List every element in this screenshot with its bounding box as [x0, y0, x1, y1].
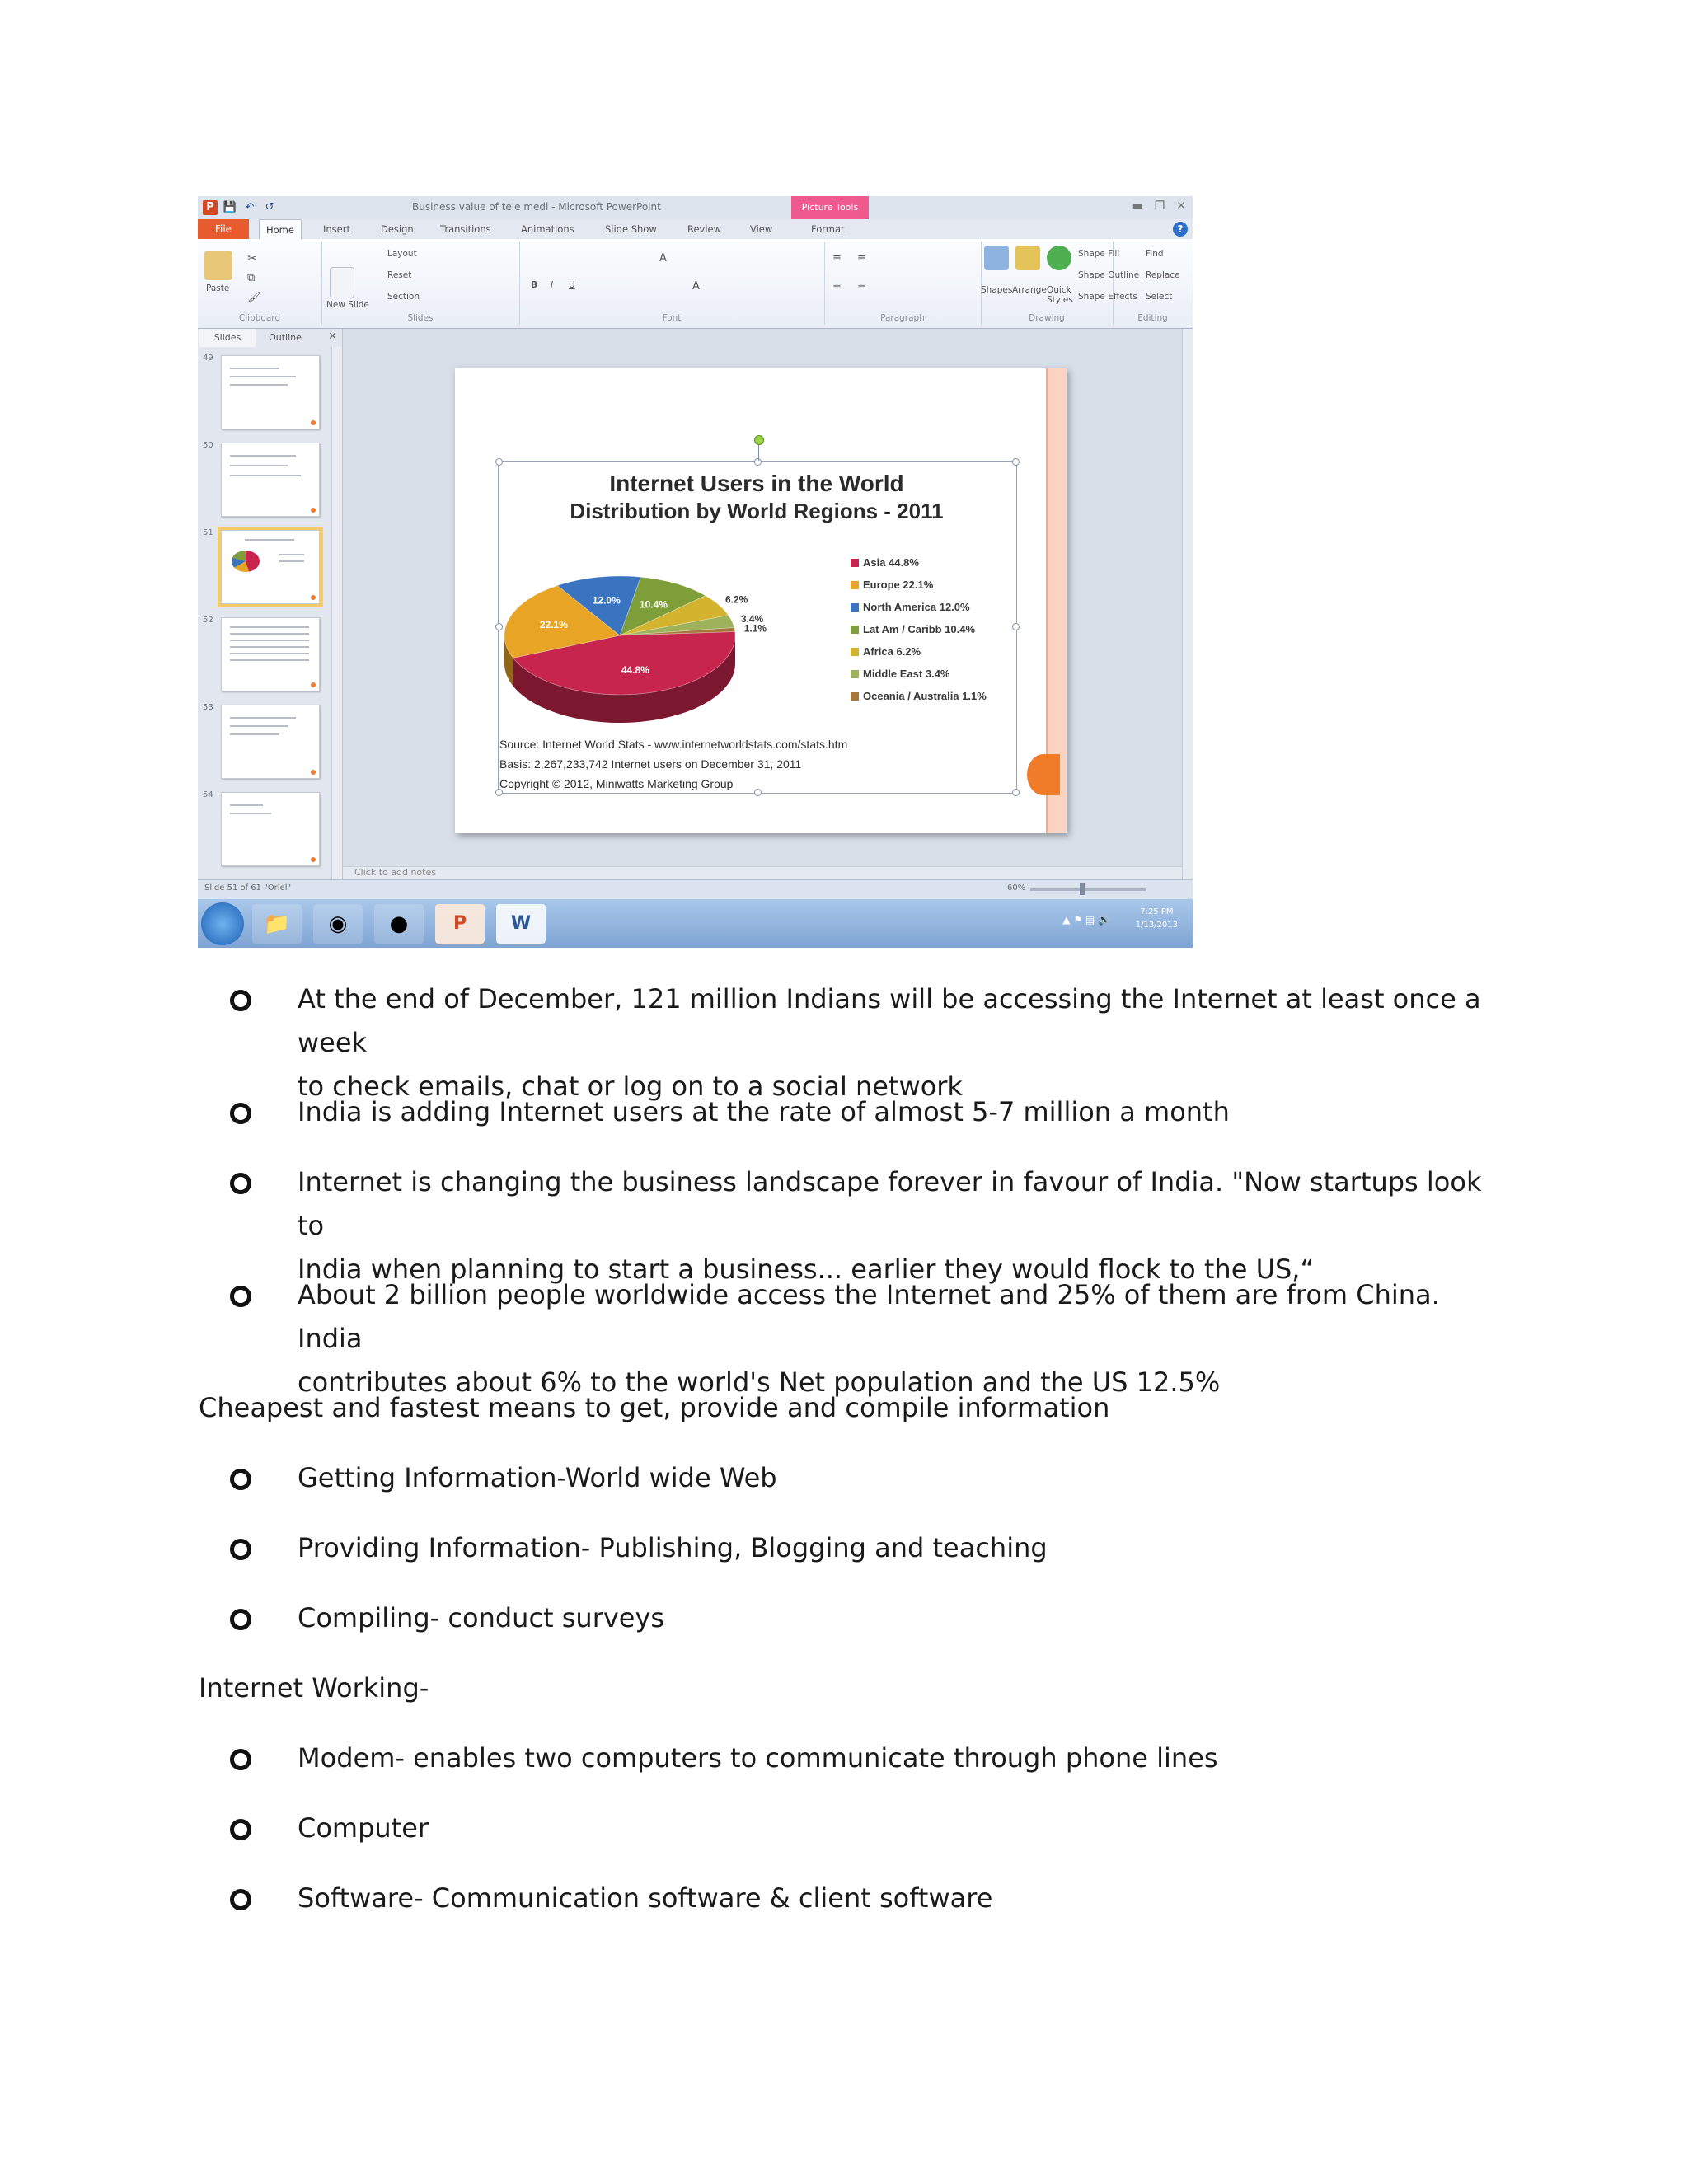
pie-data-label: 10.4%	[639, 598, 668, 611]
legend-swatch	[851, 603, 859, 612]
circle-bullet-icon	[230, 1173, 251, 1194]
tab-home[interactable]: Home	[259, 219, 302, 240]
section-button[interactable]: Section	[387, 292, 420, 302]
list-item-text: to check emails, chat or log on to a social network	[298, 1071, 963, 1102]
chart-source: Source: Internet World Stats - www.internetworldstats.com/stats.htm	[499, 738, 848, 751]
start-button-icon[interactable]	[201, 902, 244, 945]
editing-group	[1113, 242, 1193, 325]
circle-bullet-icon	[230, 1819, 251, 1840]
legend-item-north-america	[851, 601, 970, 613]
section-heading: Internet Working-	[199, 1672, 429, 1704]
pie-data-label: 6.2%	[724, 593, 748, 606]
chart-subtitle: Distribution by World Regions - 2011	[570, 499, 944, 523]
cut-icon[interactable]: ✂	[247, 252, 257, 265]
section-heading: Cheapest and fastest means to get, provide and compile information	[199, 1392, 1110, 1423]
legend-swatch	[851, 670, 859, 678]
legend-label: Lat Am / Caribb 10.4%	[863, 623, 976, 635]
panel-scrollbar[interactable]	[331, 347, 342, 879]
undo-icon[interactable]: ↶	[245, 201, 255, 213]
list-item-text: Compiling- conduct surveys	[298, 1602, 665, 1633]
zoom-slider-thumb[interactable]	[1080, 883, 1085, 895]
tab-design[interactable]: Design	[381, 223, 414, 235]
slides-group-label: Slides	[407, 313, 434, 323]
legend-label: Africa 6.2%	[863, 645, 921, 658]
resize-handle[interactable]	[1012, 789, 1020, 796]
slide-number: 53	[203, 703, 213, 712]
powerpoint-screenshot	[198, 196, 1193, 948]
slide-number: 49	[203, 354, 213, 363]
resize-handle[interactable]	[495, 458, 503, 466]
clock-date: 1/13/2013	[1135, 921, 1178, 930]
list-item-text: About 2 billion people worldwide access the Internet and 25% of them are from China. India	[298, 1279, 1440, 1354]
pie-chart	[496, 545, 767, 734]
slide-thumbnail[interactable]	[221, 355, 320, 429]
legend-swatch	[851, 559, 859, 567]
slides-panel	[198, 329, 343, 879]
list-item-text: Software- Communication software & client software	[298, 1882, 993, 1914]
drawing-group-label: Drawing	[1029, 313, 1065, 323]
slide-thumbnail[interactable]	[221, 443, 320, 517]
list-item-text: Providing Information- Publishing, Blogging and teaching	[298, 1532, 1048, 1563]
find-button[interactable]: Find	[1146, 249, 1164, 259]
arrange-button[interactable]: Arrange	[1012, 285, 1047, 295]
shape-outline-button[interactable]: Shape Outline	[1078, 270, 1140, 280]
tab-view[interactable]: View	[750, 223, 773, 235]
tab-outline[interactable]: Outline	[269, 332, 302, 343]
word-icon[interactable]: W	[496, 904, 546, 944]
pie-data-label: 3.4%	[740, 612, 764, 625]
resize-handle[interactable]	[1012, 623, 1020, 630]
legend-item-middle-east	[851, 668, 950, 680]
circle-bullet-icon	[230, 1539, 251, 1560]
legend-label: North America 12.0%	[863, 601, 970, 613]
list-item-text: contributes about 6% to the world's Net population and the US 12.5%	[298, 1366, 1221, 1398]
circle-bullet-icon	[230, 990, 251, 1011]
pie-data-label: 44.8%	[621, 664, 649, 677]
paragraph-group-label: Paragraph	[880, 313, 925, 323]
bold-button[interactable]: B	[531, 280, 538, 290]
quick-styles-icon[interactable]	[1047, 246, 1071, 270]
font-color-icon[interactable]: A	[692, 280, 700, 293]
window-title: Business value of tele medi - Microsoft PowerPoint	[412, 201, 661, 213]
copy-icon[interactable]: ⧉	[247, 272, 256, 284]
slide-decoration	[1027, 754, 1060, 795]
close-icon[interactable]: ✕	[1176, 199, 1186, 213]
legend-label: Europe 22.1%	[863, 579, 934, 591]
window-controls	[1132, 199, 1186, 213]
slide-thumbnail-active[interactable]	[221, 530, 320, 604]
resize-handle[interactable]	[754, 789, 762, 796]
shape-effects-button[interactable]: Shape Effects	[1078, 292, 1137, 302]
quick-styles-button[interactable]: Quick Styles	[1047, 285, 1073, 305]
numbering-icon[interactable]: ≡	[857, 252, 866, 265]
chart-copyright: Copyright © 2012, Miniwatts Marketing Group	[499, 777, 734, 790]
rotation-handle[interactable]	[754, 435, 764, 445]
slides-group	[321, 242, 520, 325]
shape-fill-button[interactable]: Shape Fill	[1078, 249, 1120, 259]
chart-title: Internet Users in the World	[609, 471, 904, 496]
new-slide-icon[interactable]	[330, 267, 354, 298]
tab-slides[interactable]: Slides	[199, 329, 256, 347]
list-item-text: India when planning to start a business... earlier they would flock to the US,“	[298, 1254, 1315, 1285]
powerpoint-logo-icon[interactable]: P	[203, 200, 218, 215]
slide-thumbnail[interactable]	[221, 792, 320, 866]
zoom-slider[interactable]	[1030, 888, 1146, 891]
circle-bullet-icon	[230, 1103, 251, 1124]
system-tray: ▲ ⚑ ▤ 🔊	[1062, 914, 1110, 926]
slide-number: 51	[203, 528, 213, 537]
format-painter-icon[interactable]: 🖌	[247, 292, 261, 304]
tab-insert[interactable]: Insert	[323, 223, 350, 235]
list-item-text: Computer	[298, 1812, 429, 1844]
circle-bullet-icon	[230, 1469, 251, 1490]
notes-placeholder[interactable]: Click to add notes	[354, 867, 436, 878]
editing-group-label: Editing	[1137, 313, 1168, 323]
status-bar	[198, 879, 1193, 900]
tab-slide-show[interactable]: Slide Show	[605, 223, 657, 235]
tab-format[interactable]: Format	[811, 223, 845, 235]
rotation-handle-line	[758, 444, 759, 461]
help-icon[interactable]: ?	[1173, 222, 1188, 237]
bullets-icon[interactable]: ≡	[832, 252, 842, 265]
restore-icon[interactable]: ❐	[1154, 199, 1165, 213]
legend-item-oceania	[851, 690, 987, 702]
pie-data-label: 22.1%	[539, 619, 568, 631]
circle-bullet-icon	[230, 1609, 251, 1630]
legend-item-asia	[851, 556, 919, 569]
font-group	[519, 242, 825, 325]
redo-icon[interactable]: ↺	[265, 201, 274, 213]
windows-taskbar	[198, 899, 1193, 948]
legend-label: Oceania / Australia 1.1%	[863, 690, 987, 702]
chrome-icon[interactable]: ◉	[313, 904, 363, 944]
new-slide-button[interactable]: New Slide	[326, 300, 369, 310]
slide-number: 50	[203, 441, 213, 450]
slide-thumbnail[interactable]	[221, 617, 320, 691]
circle-bullet-icon	[230, 1286, 251, 1307]
vertical-scrollbar[interactable]	[1182, 329, 1193, 879]
ribbon-tab-bar	[198, 219, 1193, 240]
shapes-icon[interactable]	[984, 246, 1009, 270]
tab-transitions[interactable]: Transitions	[440, 223, 491, 235]
paste-icon[interactable]	[204, 251, 232, 280]
pie-data-label: 1.1%	[743, 622, 767, 635]
legend-label: Middle East 3.4%	[863, 668, 950, 680]
clipboard-group	[198, 242, 322, 325]
tab-review[interactable]: Review	[687, 223, 722, 235]
powerpoint-icon[interactable]: P	[435, 904, 485, 944]
ribbon	[198, 239, 1193, 329]
close-icon[interactable]: ✕	[328, 330, 337, 343]
explorer-icon[interactable]: 📁	[252, 904, 302, 944]
legend-swatch	[851, 581, 859, 589]
legend-label: Asia 44.8%	[863, 556, 919, 569]
legend-swatch	[851, 648, 859, 656]
circle-bullet-icon	[230, 1749, 251, 1770]
reset-button[interactable]: Reset	[387, 270, 412, 280]
paste-button[interactable]: Paste	[206, 284, 230, 293]
legend-swatch	[851, 692, 859, 701]
legend-item-lat-am	[851, 623, 975, 635]
list-item-text: Modem- enables two computers to communicate through phone lines	[298, 1742, 1218, 1774]
pie-data-label: 12.0%	[592, 594, 621, 607]
zoom-level[interactable]: 60%	[1007, 883, 1026, 893]
align-center-icon[interactable]: ≡	[857, 280, 866, 293]
select-button[interactable]: Select	[1146, 292, 1173, 302]
slide-number: 54	[203, 790, 213, 799]
legend-item-europe	[851, 579, 933, 591]
panel-tabs	[198, 329, 342, 347]
clock-time: 7:25 PM	[1140, 907, 1174, 916]
minimize-icon[interactable]: ▬	[1132, 199, 1143, 213]
slide-number: 52	[203, 616, 213, 625]
font-group-label: Font	[662, 313, 682, 323]
italic-button[interactable]: I	[551, 280, 554, 290]
list-item-text: At the end of December, 121 million Indians will be accessing the Internet at least once a week	[298, 983, 1481, 1058]
picture-tools-context-tab: Picture Tools	[791, 196, 869, 219]
clock[interactable]	[1136, 906, 1178, 932]
list-item-text: India is adding Internet users at the rate of almost 5-7 million a month	[298, 1096, 1230, 1127]
paragraph-group	[824, 242, 982, 325]
clipboard-group-label: Clipboard	[238, 313, 281, 323]
current-slide	[455, 368, 1067, 833]
list-item-text: Internet is changing the business landscape forever in favour of India. "Now startups look to	[298, 1166, 1482, 1241]
shapes-button[interactable]: Shapes	[981, 285, 1013, 295]
underline-button[interactable]: U	[569, 280, 575, 290]
drawing-group	[981, 242, 1140, 325]
slide-thumbnail[interactable]	[221, 705, 320, 779]
legend-item-africa	[851, 645, 921, 658]
chart-basis: Basis: 2,267,233,742 Internet users on December 31, 2011	[499, 757, 802, 771]
layout-button[interactable]: Layout	[387, 249, 417, 259]
notes-pane[interactable]	[343, 866, 1182, 880]
list-item-text: Getting Information-World wide Web	[298, 1462, 777, 1493]
firefox-icon[interactable]: ●	[374, 904, 424, 944]
align-left-icon[interactable]: ≡	[832, 280, 842, 293]
resize-handle[interactable]	[1012, 458, 1020, 466]
save-icon[interactable]: 💾	[223, 201, 237, 213]
slide-status: Slide 51 of 61 "Oriel"	[204, 883, 292, 893]
tab-file[interactable]: File	[198, 219, 249, 239]
tab-animations[interactable]: Animations	[521, 223, 574, 235]
legend-swatch	[851, 626, 859, 634]
title-bar	[198, 196, 1193, 219]
arrange-icon[interactable]	[1015, 246, 1040, 270]
replace-button[interactable]: Replace	[1146, 270, 1180, 280]
circle-bullet-icon	[230, 1889, 251, 1910]
quick-access-toolbar	[203, 199, 277, 216]
font-size-grow-icon[interactable]: A	[659, 252, 667, 265]
